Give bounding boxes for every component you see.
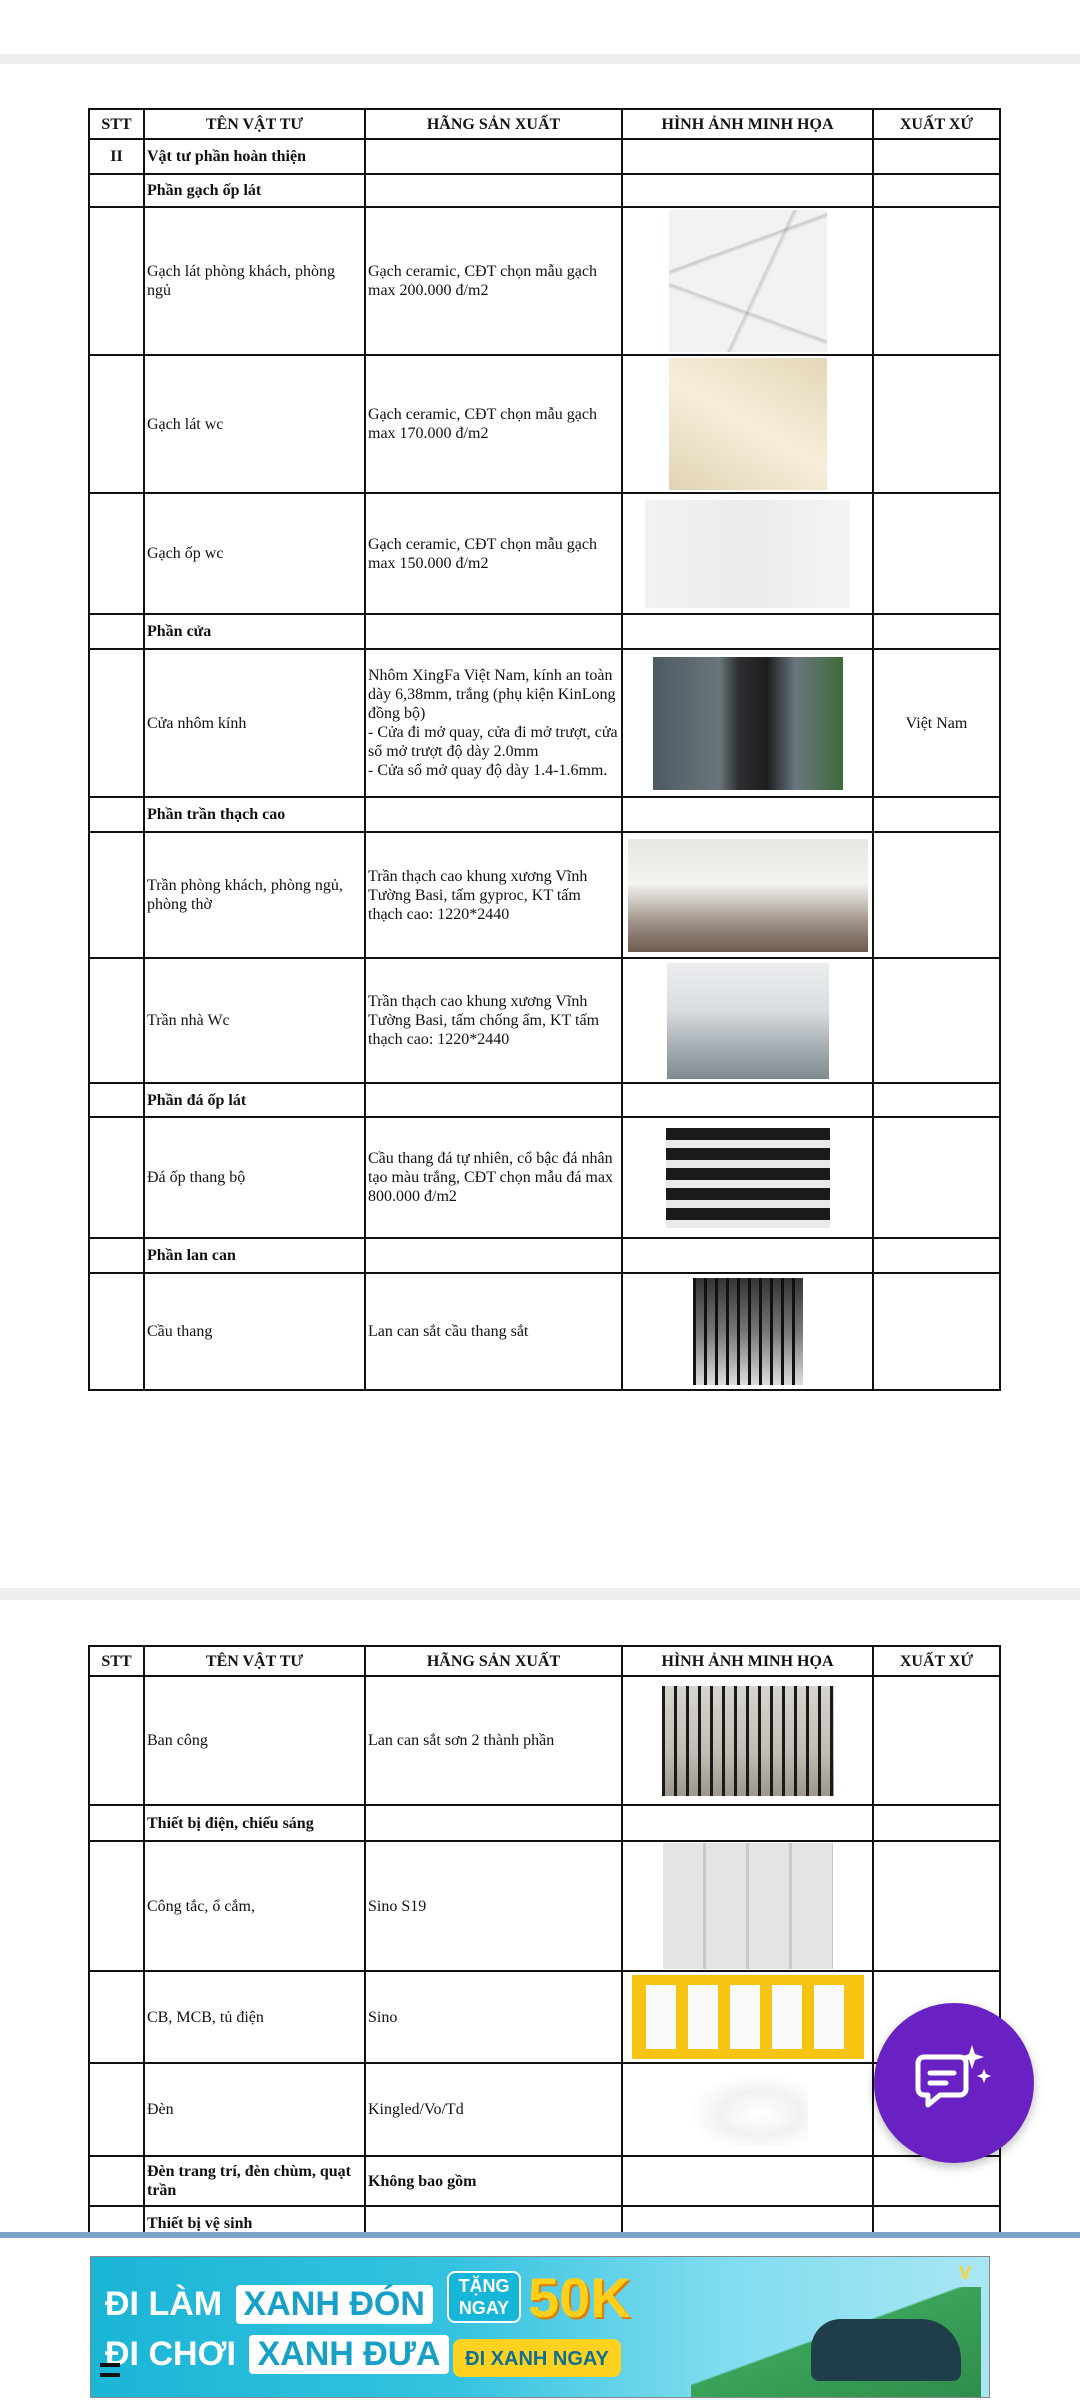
table-row <box>89 1841 1000 1971</box>
subsection-row <box>89 614 1000 649</box>
banner-line-1 <box>105 2285 433 2324</box>
ai-chat-sparkle-icon <box>914 2043 994 2123</box>
header-stt: STT <box>89 109 144 139</box>
subsection-row <box>89 1083 1000 1117</box>
item-maker: Trần thạch cao khung xương Vĩnh Tường Basi, tấm gyproc, KT tấm thạch cao: 1220*2440 <box>365 832 622 958</box>
subsection-railing: Phần lan can <box>144 1238 365 1273</box>
item-maker: Sino S19 <box>365 1841 622 1971</box>
mcb-image <box>632 1975 864 2059</box>
page-gap <box>0 54 1080 64</box>
banner-text-highlight: XANH ĐƯA <box>249 2335 448 2374</box>
section-stt: II <box>89 139 144 174</box>
subsection-sanitary: Thiết bị vệ sinh <box>144 2206 365 2232</box>
table-row <box>89 1971 1000 2063</box>
white-tile-image <box>645 500 850 608</box>
ad-banner[interactable] <box>90 2256 990 2398</box>
header-image: HÌNH ẢNH MINH HỌA <box>622 109 873 139</box>
subsection-stone: Phần đá ốp lát <box>144 1083 365 1117</box>
ceiling-living-image <box>628 839 868 952</box>
banner-car-illustration <box>811 2319 961 2381</box>
materials-table-2 <box>88 1645 1001 2232</box>
item-name: Công tắc, ổ cắm, <box>144 1841 365 1971</box>
item-name: Đèn trang trí, đèn chùm, quạt trần <box>144 2156 365 2206</box>
item-origin: Việt Nam <box>873 649 1000 797</box>
subsection-tiles: Phần gạch ốp lát <box>144 174 365 207</box>
section-title: Vật tư phần hoàn thiện <box>144 139 365 174</box>
subsection-ceiling: Phần trần thạch cao <box>144 797 365 832</box>
balcony-railing-image <box>662 1686 834 1796</box>
item-name: Gạch ốp wc <box>144 493 365 614</box>
item-name: Trần nhà Wc <box>144 958 365 1083</box>
table-row <box>89 1273 1000 1390</box>
stair-railing-image <box>693 1278 803 1385</box>
table-row <box>89 832 1000 958</box>
header-name: TÊN VẬT TƯ <box>144 109 365 139</box>
banner-text: ĐI CHƠI <box>105 2335 237 2373</box>
section-row <box>89 139 1000 174</box>
subsection-doors: Phần cửa <box>144 614 365 649</box>
item-name: Đèn <box>144 2063 365 2156</box>
stone-stairs-image <box>666 1128 830 1228</box>
header-maker: HÃNG SẢN XUẤT <box>365 109 622 139</box>
glass-door-image <box>653 657 843 790</box>
subsection-row <box>89 174 1000 207</box>
header-origin: XUẤT XỨ <box>873 109 1000 139</box>
subsection-row <box>89 2206 1000 2232</box>
item-name: CB, MCB, tủ điện <box>144 1971 365 2063</box>
table-row <box>89 2156 1000 2206</box>
item-maker: Gạch ceramic, CĐT chọn mẫu gạch max 170.000 đ/m2 <box>365 355 622 493</box>
header-row <box>89 1646 1000 1676</box>
materials-table-1 <box>88 108 1001 1391</box>
item-name: Cửa nhôm kính <box>144 649 365 797</box>
bottom-divider <box>0 2232 1080 2238</box>
brand-logo: V <box>958 2263 971 2283</box>
item-maker: Lan can sắt sơn 2 thành phần <box>365 1676 622 1805</box>
downlight-image <box>688 2074 808 2146</box>
item-name: Trần phòng khách, phòng ngủ, phòng thờ <box>144 832 365 958</box>
item-maker: Gạch ceramic, CĐT chọn mẫu gạch max 200.000 đ/m2 <box>365 207 622 355</box>
table-row <box>89 355 1000 493</box>
item-name: Gạch lát phòng khách, phòng ngủ <box>144 207 365 355</box>
table-row <box>89 1676 1000 1805</box>
item-maker: Sino <box>365 1971 622 2063</box>
table-row <box>89 493 1000 614</box>
table-row <box>89 1117 1000 1238</box>
ai-assistant-button[interactable] <box>874 2003 1034 2163</box>
banner-cta-button[interactable]: ĐI XANH NGAY <box>453 2339 621 2377</box>
item-maker: Trần thạch cao khung xương Vĩnh Tường Basi, tấm chống ẩm, KT tấm thạch cao: 1220*2440 <box>365 958 622 1083</box>
promo-tag: TẶNG NGAY <box>447 2271 521 2323</box>
subsection-row <box>89 797 1000 832</box>
top-bar <box>0 0 1080 54</box>
header-origin: XUẤT XỨ <box>873 1646 1000 1676</box>
menu-icon[interactable] <box>100 2363 120 2377</box>
header-row <box>89 109 1000 139</box>
promo-amount: 50K <box>528 2266 631 2329</box>
table-row <box>89 958 1000 1083</box>
item-name: Cầu thang <box>144 1273 365 1390</box>
table-row <box>89 2063 1000 2156</box>
item-maker: Gạch ceramic, CĐT chọn mẫu gạch max 150.000 đ/m2 <box>365 493 622 614</box>
header-name: TÊN VẬT TƯ <box>144 1646 365 1676</box>
banner-text-highlight: XANH ĐÓN <box>236 2285 433 2324</box>
page-gap <box>0 1588 1080 1600</box>
item-maker: Nhôm XingFa Việt Nam, kính an toàn dày 6,38mm, trắng (phụ kiện KinLong đồng bộ) - Cửa đi mở quay, cửa đi mở trượt, cửa sổ mở trượt độ dày 2.0mm - Cửa sổ mở quay độ dày 1.4-1.6mm. <box>365 649 622 797</box>
table-row <box>89 649 1000 797</box>
ceiling-wc-image <box>667 963 829 1079</box>
item-maker: Cầu thang đá tự nhiên, cổ bậc đá nhân tạo màu trắng, CĐT chọn mẫu đá max 800.000 đ/m2 <box>365 1117 622 1238</box>
item-maker: Không bao gồm <box>365 2156 622 2206</box>
marble-tile-image <box>669 210 827 352</box>
subsection-row <box>89 1805 1000 1841</box>
header-maker: HÃNG SẢN XUẤT <box>365 1646 622 1676</box>
beige-tile-image <box>669 358 827 490</box>
subsection-row <box>89 1238 1000 1273</box>
banner-text: ĐI LÀM <box>105 2285 223 2323</box>
document-page-1 <box>0 64 1080 1588</box>
table-row <box>89 207 1000 355</box>
item-name: Đá ốp thang bộ <box>144 1117 365 1238</box>
banner-line-2 <box>105 2335 449 2374</box>
subsection-electric: Thiết bị điện, chiếu sáng <box>144 1805 365 1841</box>
item-name: Gạch lát wc <box>144 355 365 493</box>
header-image: HÌNH ẢNH MINH HỌA <box>622 1646 873 1676</box>
header-stt: STT <box>89 1646 144 1676</box>
item-maker: Kingled/Vo/Td <box>365 2063 622 2156</box>
switch-socket-image <box>663 1843 833 1969</box>
item-maker: Lan can sắt cầu thang sắt <box>365 1273 622 1390</box>
item-name: Ban công <box>144 1676 365 1805</box>
